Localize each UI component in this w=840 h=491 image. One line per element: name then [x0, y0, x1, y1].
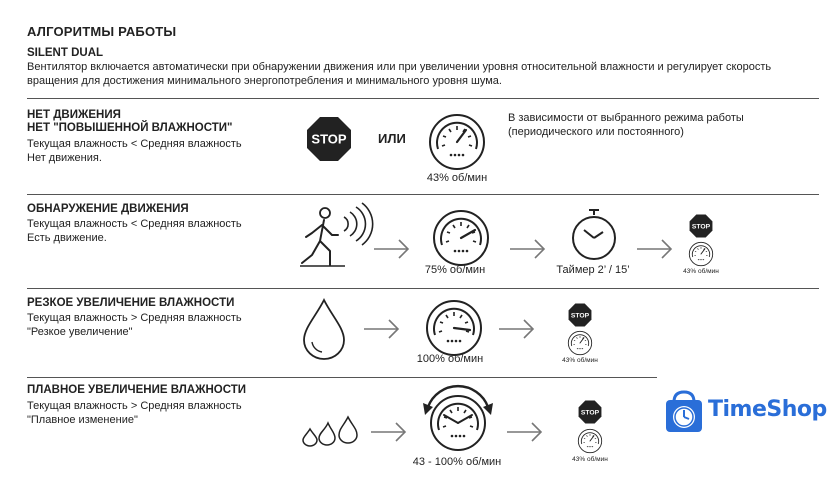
- timer-icon: [567, 208, 621, 264]
- mode-name: SILENT DUAL: [27, 47, 104, 59]
- speed-gauge-icon: [427, 112, 487, 172]
- row2-speed-caption: 75% об/мин: [424, 264, 486, 276]
- row2-heading: ОБНАРУЖЕНИЕ ДВИЖЕНИЯ: [27, 203, 189, 215]
- row3-heading: РЕЗКОЕ УВЕЛИЧЕНИЕ ВЛАЖНОСТИ: [27, 297, 235, 309]
- stop-sign-icon: [567, 302, 593, 328]
- row1-heading: НЕТ ДВИЖЕНИЯ: [27, 109, 121, 121]
- mode-description: Вентилятор включается автоматически при обнаружении движения или при увеличении уровня относительной влажности и регулирует скорость вращения для достижения минимального энергопотребления и минимального уровня шума.: [27, 61, 772, 87]
- arrow-right-icon: [637, 239, 677, 259]
- row1-state: Нет движения.: [27, 152, 102, 164]
- arrow-right-icon: [510, 239, 550, 259]
- row2-state: Есть движение.: [27, 232, 107, 244]
- row4-small-caption: 43% об/мин: [572, 456, 608, 463]
- divider: [27, 288, 819, 289]
- shopping-bag-clock-icon: [662, 388, 708, 436]
- timer-caption: Таймер 2’ / 15’: [556, 264, 630, 276]
- speed-gauge-icon: [567, 330, 593, 356]
- row1-subheading: НЕТ "ПОВЫШЕННОЙ ВЛАЖНОСТИ": [27, 122, 233, 134]
- variable-speed-gauge-icon: [420, 387, 496, 455]
- motion-person-icon: [300, 203, 380, 271]
- timeshop-logo: [660, 386, 835, 438]
- stop-label: STOP: [691, 223, 711, 231]
- row4-speed-caption: 43 - 100% об/мин: [412, 456, 502, 468]
- row1-speed-caption: 43% об/мин: [426, 172, 488, 184]
- row3-speed-caption: 100% об/мин: [416, 353, 484, 365]
- stop-sign-icon: [688, 213, 714, 239]
- speed-gauge-icon: [577, 428, 603, 454]
- arrow-right-icon: [371, 422, 411, 442]
- or-label: ИЛИ: [378, 131, 406, 146]
- stop-label: STOP: [570, 312, 590, 320]
- divider: [27, 194, 819, 195]
- row4-heading: ПЛАВНОЕ УВЕЛИЧЕНИЕ ВЛАЖНОСТИ: [27, 384, 247, 396]
- row4-state: "Плавное изменение": [27, 414, 138, 426]
- arrow-right-icon: [374, 239, 414, 259]
- speed-gauge-icon: [424, 298, 484, 358]
- water-drop-icon: [302, 298, 346, 360]
- row2-small-caption: 43% об/мин: [683, 268, 719, 275]
- arrow-right-icon: [499, 319, 539, 339]
- stop-label: STOP: [311, 131, 347, 147]
- page-title: АЛГОРИТМЫ РАБОТЫ: [27, 24, 177, 39]
- mode-note: В зависимости от выбранного режима работы (периодического или постоянного): [508, 112, 744, 138]
- logo-text: TimeShop: [708, 397, 827, 422]
- row4-condition: Текущая влажность > Средняя влажность: [27, 400, 242, 412]
- row1-condition: Текущая влажность < Средняя влажность: [27, 138, 242, 150]
- row3-small-caption: 43% об/мин: [562, 357, 598, 364]
- speed-gauge-icon: [688, 241, 714, 267]
- arrow-right-icon: [507, 422, 547, 442]
- stop-label: STOP: [580, 409, 600, 417]
- stop-sign-icon: [577, 399, 603, 425]
- speed-gauge-icon: [431, 208, 491, 268]
- divider: [27, 377, 657, 378]
- row3-condition: Текущая влажность > Средняя влажность: [27, 312, 242, 324]
- arrow-right-icon: [364, 319, 404, 339]
- row2-condition: Текущая влажность < Средняя влажность: [27, 218, 242, 230]
- water-drops-icon: [302, 415, 358, 445]
- divider: [27, 98, 819, 99]
- row3-state: "Резкое увеличение": [27, 326, 133, 338]
- stop-sign-icon: [304, 114, 354, 164]
